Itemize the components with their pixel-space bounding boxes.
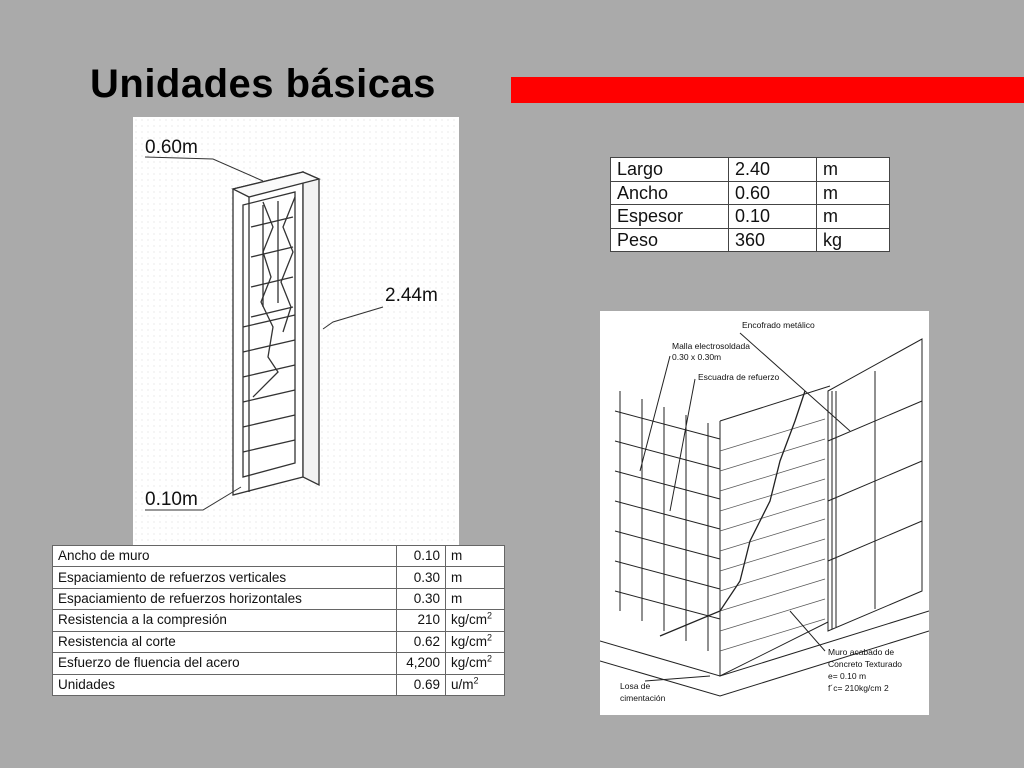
dim-thickness-label: 0.10m (145, 489, 198, 510)
label-muro-3: e= 0.10 m (828, 671, 867, 681)
label-malla: Malla electrosoldada (672, 341, 750, 351)
properties-table (52, 545, 505, 696)
row-label: Resistencia a la compresión (53, 610, 397, 631)
row-value: 360 (729, 228, 817, 252)
row-label: Espesor (611, 205, 729, 229)
row-label: Unidades (53, 674, 397, 695)
row-unit: $kg/cm^2$ (446, 610, 505, 631)
row-unit: m (446, 546, 505, 567)
row-value: 0.60 (729, 181, 817, 205)
row-unit: m (446, 588, 505, 609)
row-label: Ancho (611, 181, 729, 205)
table-row (611, 158, 890, 182)
row-unit: m (817, 181, 890, 205)
label-losa-2: cimentación (620, 693, 666, 703)
row-value: 0.62 (397, 631, 446, 652)
dim-width-label: 0.60m (145, 137, 198, 158)
table-row (53, 588, 505, 609)
label-losa-1: Losa de (620, 681, 651, 691)
row-label: Ancho de muro (53, 546, 397, 567)
table-row (611, 228, 890, 252)
row-unit: m (817, 205, 890, 229)
label-muro-1: Muro acabado de (828, 647, 895, 657)
dim-height-label: 2.44m (385, 285, 438, 306)
table-row (53, 631, 505, 652)
row-unit: $kg/cm^2$ (446, 631, 505, 652)
panel-isometric-svg (133, 117, 459, 547)
row-unit: m (817, 158, 890, 182)
row-unit: m (446, 567, 505, 588)
wall-isometric-svg (600, 311, 929, 715)
row-label: Espaciamiento de refuerzos horizontales (53, 588, 397, 609)
row-value: 0.69 (397, 674, 446, 695)
table-row (53, 610, 505, 631)
slide-title: Unidades básicas (90, 62, 436, 106)
row-unit: $u/m^2$ (446, 674, 505, 695)
row-value: 0.30 (397, 588, 446, 609)
table-row (53, 546, 505, 567)
table-row (611, 205, 890, 229)
table-row (53, 567, 505, 588)
row-label: Espaciamiento de refuerzos verticales (53, 567, 397, 588)
row-value: 0.10 (397, 546, 446, 567)
row-value: 2.40 (729, 158, 817, 182)
wall-drawing (600, 311, 929, 715)
accent-bar (511, 77, 1024, 103)
row-value: 4,200 (397, 653, 446, 674)
row-unit: kg (817, 228, 890, 252)
table-row (611, 181, 890, 205)
row-value: 0.30 (397, 567, 446, 588)
row-label: Esfuerzo de fluencia del acero (53, 653, 397, 674)
row-value: 210 (397, 610, 446, 631)
row-label: Resistencia al corte (53, 631, 397, 652)
label-muro-2: Concreto Texturado (828, 659, 903, 669)
table-row (53, 674, 505, 695)
row-value: 0.10 (729, 205, 817, 229)
row-unit: $kg/cm^2$ (446, 653, 505, 674)
label-muro-4: f´c= 210kg/cm 2 (828, 683, 889, 693)
label-encofrado: Encofrado metálico (742, 320, 815, 330)
label-escuadra: Escuadra de refuerzo (698, 372, 780, 382)
row-label: Peso (611, 228, 729, 252)
label-malla-dim: 0.30 x 0.30m (672, 352, 722, 362)
summary-table (610, 157, 890, 252)
row-label: Largo (611, 158, 729, 182)
table-row (53, 653, 505, 674)
panel-drawing (133, 117, 459, 547)
